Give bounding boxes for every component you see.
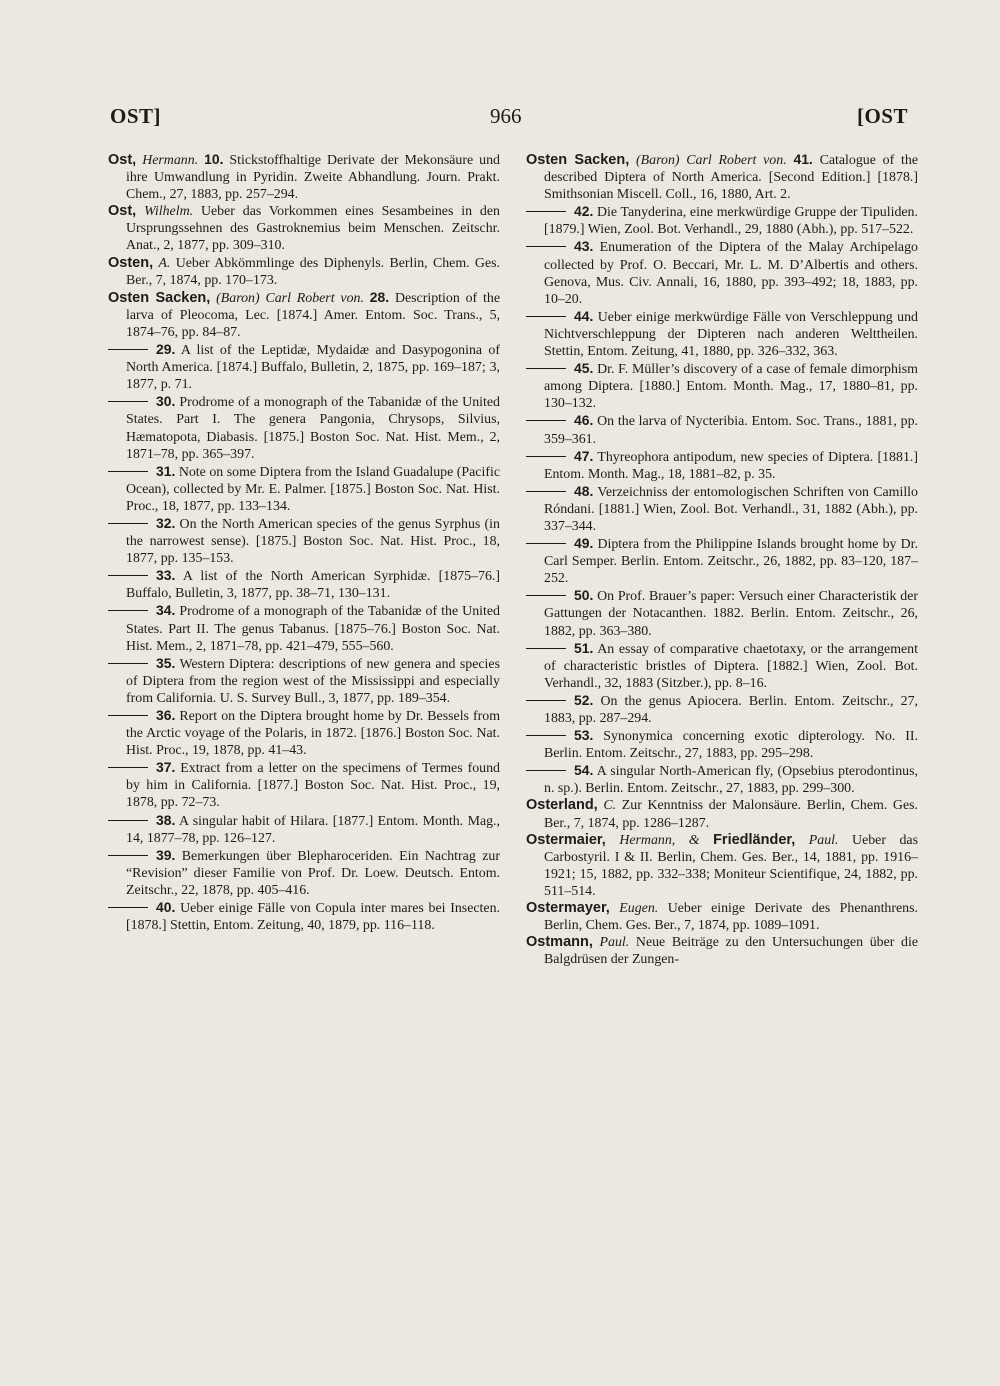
entry-number: 33. [156,567,176,584]
entry-number: 53. [574,727,594,744]
entry-number: 45. [574,360,594,377]
entry-number: 38. [156,811,176,828]
author-name: Osterland, [526,797,598,814]
bibliography-entry [108,515,500,567]
author-name: Ostmann, [526,934,593,951]
author-first-name: A. [158,255,171,271]
bibliography-entry [108,847,500,899]
entry-text: Prodrome of a monograph of the Tabanidæ of the United States. Part I. The genera Pangonia, Chrysops, Silvius, Hæmatopota, Diabasis. [1875.] Boston Soc. Nat. Hist. Mem., 2, 1871–78, pp. 365–397. [126,395,500,462]
ditto-dash [108,401,148,402]
bibliography-entry [526,483,918,535]
ditto-dash [526,456,566,457]
entry-text: On Prof. Brauer’s paper: Versuch einer Characteristik der Gattungen der Notacanthen. 1882. Berlin. Entom. Zeitschr., 26, 1882, pp. 363–380. [544,589,918,639]
ditto-dash [526,368,566,369]
entry-number: 35. [156,654,176,671]
bibliography-entry [108,567,500,602]
author-name: Osten, [108,254,154,271]
entry-number: 49. [574,535,594,552]
author-first-name: Hermann, & [619,832,714,848]
author-first-name: Eugen. [619,901,659,917]
ditto-dash [526,648,566,649]
entry-number: 48. [574,482,594,499]
entry-text: Zur Kenntniss der Malonsäure. Berlin, Chem. Ges. Ber., 7, 1874, pp. 1286–1287. [544,798,918,831]
right-column [526,151,918,968]
bibliography-entry [526,360,918,412]
author-first-name: (Baron) Carl Robert von. [636,153,787,168]
ditto-dash [526,420,566,421]
author-name: Ost, [108,152,137,168]
bibliography-entry [526,308,918,360]
author-name: Ostermayer, [526,900,610,917]
bibliography-entry [108,255,500,289]
ditto-dash [526,770,566,771]
bibliography-entry [108,899,500,934]
entry-text: Die Tanyderina, eine merkwürdige Gruppe der Tipuliden. [1879.] Wien, Zool. Bot. Verhandl., 29, 1880 (Abh.), pp. 517–522. [544,205,918,238]
ditto-dash [108,663,148,664]
header-left: OST] [110,104,162,128]
bibliography-entry [108,151,500,203]
bibliography-entry [526,762,918,797]
entry-number: 10. [204,151,224,167]
entry-text: Verzeichniss der entomologischen Schriften von Camillo Róndani. [1881.] Wien, Zool. Bot. Verhandl., 31, 1882 (Abh.), pp. 337–344. [544,484,918,534]
author-name: Ost, [108,203,137,220]
entry-text: A list of the North American Syrphidæ. [1875–76.] Buffalo, Bulletin, 3, 1877, pp. 38–71, 130–131. [126,569,500,602]
entry-number: 41. [793,151,813,167]
bibliography-entry [526,727,918,762]
ditto-dash [526,700,566,701]
entry-text: Ueber das Vorkommen eines Sesambeines in den Ursprungssehnen des Gastroknemius beim Menschen. Zeitschr. Anat., 2, 1877, pp. 309–310. [126,204,500,254]
bibliography-entry [108,341,500,393]
ditto-dash [108,471,148,472]
entry-number: 42. [574,203,594,220]
bibliography-entry [108,655,500,707]
entry-number: 29. [156,341,176,358]
entry-text: On the larva of Nycteribia. Entom. Soc. Trans., 1881, pp. 359–361. [544,414,918,447]
ditto-dash [526,491,566,492]
entry-text: Dr. F. Müller’s discovery of a case of female dimorphism among Diptera. [1880.] Entom. Month. Mag., 17, 1880–81, pp. 130–132. [544,362,918,412]
entry-number: 50. [574,587,594,604]
entry-number: 31. [156,462,176,479]
bibliography-entry [108,812,500,847]
entry-text: A list of the Leptidæ, Mydaidæ and Dasypogonina of North America. [1874.] Buffalo, Bulletin, 2, 1875, pp. 169–187; 3, 1877, p. 71. [126,343,500,393]
entry-number: 36. [156,707,176,723]
bibliography-entry [108,203,500,254]
bibliography-entry [526,203,918,238]
author-name: Osten Sacken, [526,152,630,168]
entry-number: 46. [574,412,594,429]
entry-number: 37. [156,759,176,776]
bibliography-entry [526,934,918,968]
entry-text: Thyreophora antipodum, new species of Diptera. [1881.] Entom. Month. Mag., 18, 1881–82, p. 35. [544,449,918,482]
entry-text: Ueber einige Fälle von Copula inter mares bei Insecten. [1878.] Stettin, Entom. Zeitung, 40, 1879, pp. 116–118. [126,901,500,934]
author-first-name: (Baron) Carl Robert von. [216,290,364,306]
ditto-dash [526,316,566,317]
bibliography-entry [526,692,918,727]
author-first-name: Wilhelm. [144,204,194,220]
ditto-dash [108,610,148,611]
bibliography-entry [108,289,500,341]
entry-text: Neue Beiträge zu den Untersuchungen über die Balgdrüsen der Zungen- [544,935,918,968]
entry-text: Prodrome of a monograph of the Tabanidæ of the United States. Part II. The genus Tabanus. [1875–76.] Boston Soc. Nat. Hist. Mem., 2, 1871–78, pp. 421–479, 555–560. [126,604,500,654]
entry-text: Catalogue of the described Diptera of North America. [Second Edition.] [1878.] Smithsonian Miscell. Coll., 16, 1880, Art. 2. [544,153,918,203]
header-right: [OST [856,104,908,128]
ditto-dash [108,575,148,576]
page-number: 966 [490,104,522,128]
ditto-dash [108,767,148,768]
bibliography-entry [526,412,918,447]
entry-text: Ueber Abkömmlinge des Diphenyls. Berlin, Chem. Ges. Ber., 7, 1874, pp. 170–173. [126,255,500,288]
entry-number: 34. [156,602,176,619]
entry-text: Description of the larva of Pleocoma, Lec. [1874.] Amer. Entom. Soc. Trans., 5, 1874–76, pp. 84–87. [126,290,500,340]
bibliography-entry [526,640,918,692]
entry-text: Note on some Diptera from the Island Guadalupe (Pacific Ocean), collected by Mr. E. Palmer. [1875.] Boston Soc. Nat. Hist. Proc., 18, 1877, pp. 133–134. [126,464,500,514]
entry-number: 39. [156,846,176,863]
entry-number: 47. [574,447,594,464]
ditto-dash [526,735,566,736]
ditto-dash [108,820,148,821]
author-first-name: C. [603,798,617,814]
running-header [0,104,1000,138]
author-name: Osten Sacken, [108,289,211,306]
entry-text: Bemerkungen über Blepharoceriden. Ein Nachtrag zur “Revision” dieser Familie von Prof. Dr. Loew. Deutsch. Entom. Zeitschr., 22, 1878, pp. 405–416. [126,848,500,898]
bibliography-entry [108,393,500,462]
entry-text: A singular North-American fly, (Opsebius pterodontinus, n. sp.). Berlin. Entom. Zeitschr., 27, 1883, pp. 299–300. [544,764,918,797]
author-first-name: Hermann. [142,153,199,168]
entry-number: 43. [574,238,594,255]
entry-text: Synonymica concerning exotic dipterology. No. II. Berlin. Entom. Zeitschr., 27, 1883, pp. 295–298. [544,729,918,762]
ditto-dash [108,855,148,856]
ditto-dash [108,349,148,350]
entry-text: Western Diptera: descriptions of new genera and species of Diptera from the region west of the Mississippi and especially from California. U. S. Survey Bull., 3, 1877, pp. 189–354. [126,656,500,706]
entry-text: Stickstoffhaltige Derivate der Mekonsäure und ihre Umwandlung in Pyridin. Zweite Abhandlung. Journ. Prakt. Chem., 27, 1883, pp. 257–294. [126,153,500,203]
ditto-dash [108,907,148,908]
bibliography-entry [526,151,918,203]
entry-number: 52. [574,691,594,708]
ditto-dash [108,715,148,716]
entry-text: Ueber einige Derivate des Phenanthrens. Berlin, Chem. Ges. Ber., 7, 1874, pp. 1089–1091. [544,901,918,934]
entry-number: 54. [574,762,594,779]
entry-text: An essay of comparative chaetotaxy, or the arrangement of characteristic bristles of Diptera. [1882.] Wien, Zool. Bot. Verhandl., 32, 1883 (Sitzber.), pp. 8–16. [544,641,918,691]
entry-text: Enumeration of the Diptera of the Malay Archipelago collected by Prof. O. Beccari, Mr. L. M. D’Albertis and others. Genova, Mus. Civ. Annali, 16, 1880, pp. 393–492; 18, 1883, pp. 10–20. [544,240,918,307]
entry-text: Ueber das Carbostyril. I & II. Berlin, Chem. Ges. Ber., 14, 1881, pp. 1916–1921; 15, 1882, pp. 332–338; Moniteur Scientifique, 24, 1882, pp. 511–514. [544,832,918,899]
author-name: Ostermaier, [526,831,606,848]
bibliography-entry [526,832,918,900]
bibliography-entry [526,900,918,934]
ditto-dash [526,246,566,247]
entry-number: 40. [156,899,176,916]
entry-text: A singular habit of Hilara. [1877.] Entom. Month. Mag., 14, 1877–78, pp. 126–127. [126,813,501,846]
entry-text: Report on the Diptera brought home by Dr. Bessels from the Arctic voyage of the Polaris, in 1872. [1876.] Boston Soc. Nat. Hist. Proc., 19, 1878, pp. 41–43. [126,709,500,759]
author-first-name: Paul. [599,935,630,951]
bibliography-entry [526,448,918,483]
bibliography-entry [526,587,918,639]
bibliography-entry [526,797,918,831]
bibliography-entry [108,707,500,759]
author-name: Friedländer, [713,831,796,848]
ditto-dash [526,543,566,544]
ditto-dash [108,523,148,524]
left-column [108,151,500,934]
bibliography-entry [108,463,500,515]
entry-number: 32. [156,514,176,531]
entry-text: Extract from a letter on the specimens of Termes found by him in California. [1877.] Boston Soc. Nat. Hist. Proc., 19, 1878, pp. 72–73. [126,761,500,811]
author-first-name: Paul. [808,832,839,848]
entry-number: 30. [156,393,176,410]
entry-text: On the North American species of the genus Syrphus (in the narrowest sense). [1875.] Boston Soc. Nat. Hist. Proc., 18, 1877, pp. 135–153. [126,516,500,567]
entry-text: On the genus Apiocera. Berlin. Entom. Zeitschr., 27, 1883, pp. 287–294. [544,693,918,726]
bibliography-entry [526,238,918,307]
bibliography-entry [526,535,918,587]
bibliography-entry [108,602,500,654]
ditto-dash [526,595,566,596]
entry-text: Ueber einige merkwürdige Fälle von Verschleppung und Nichtverschleppung der Dipteren nach anderen Welttheilen. Stettin, Entom. Zeitung, 41, 1880, pp. 326–332, 363. [544,309,918,360]
entry-number: 51. [574,639,594,656]
bibliography-entry [108,759,500,811]
ditto-dash [526,211,566,212]
entry-number: 44. [574,307,594,324]
entry-text: Diptera from the Philippine Islands brought home by Dr. Carl Semper. Berlin. Entom. Zeitschr., 26, 1882, pp. 83–120, 187–252. [544,537,918,587]
entry-number: 28. [369,288,390,305]
